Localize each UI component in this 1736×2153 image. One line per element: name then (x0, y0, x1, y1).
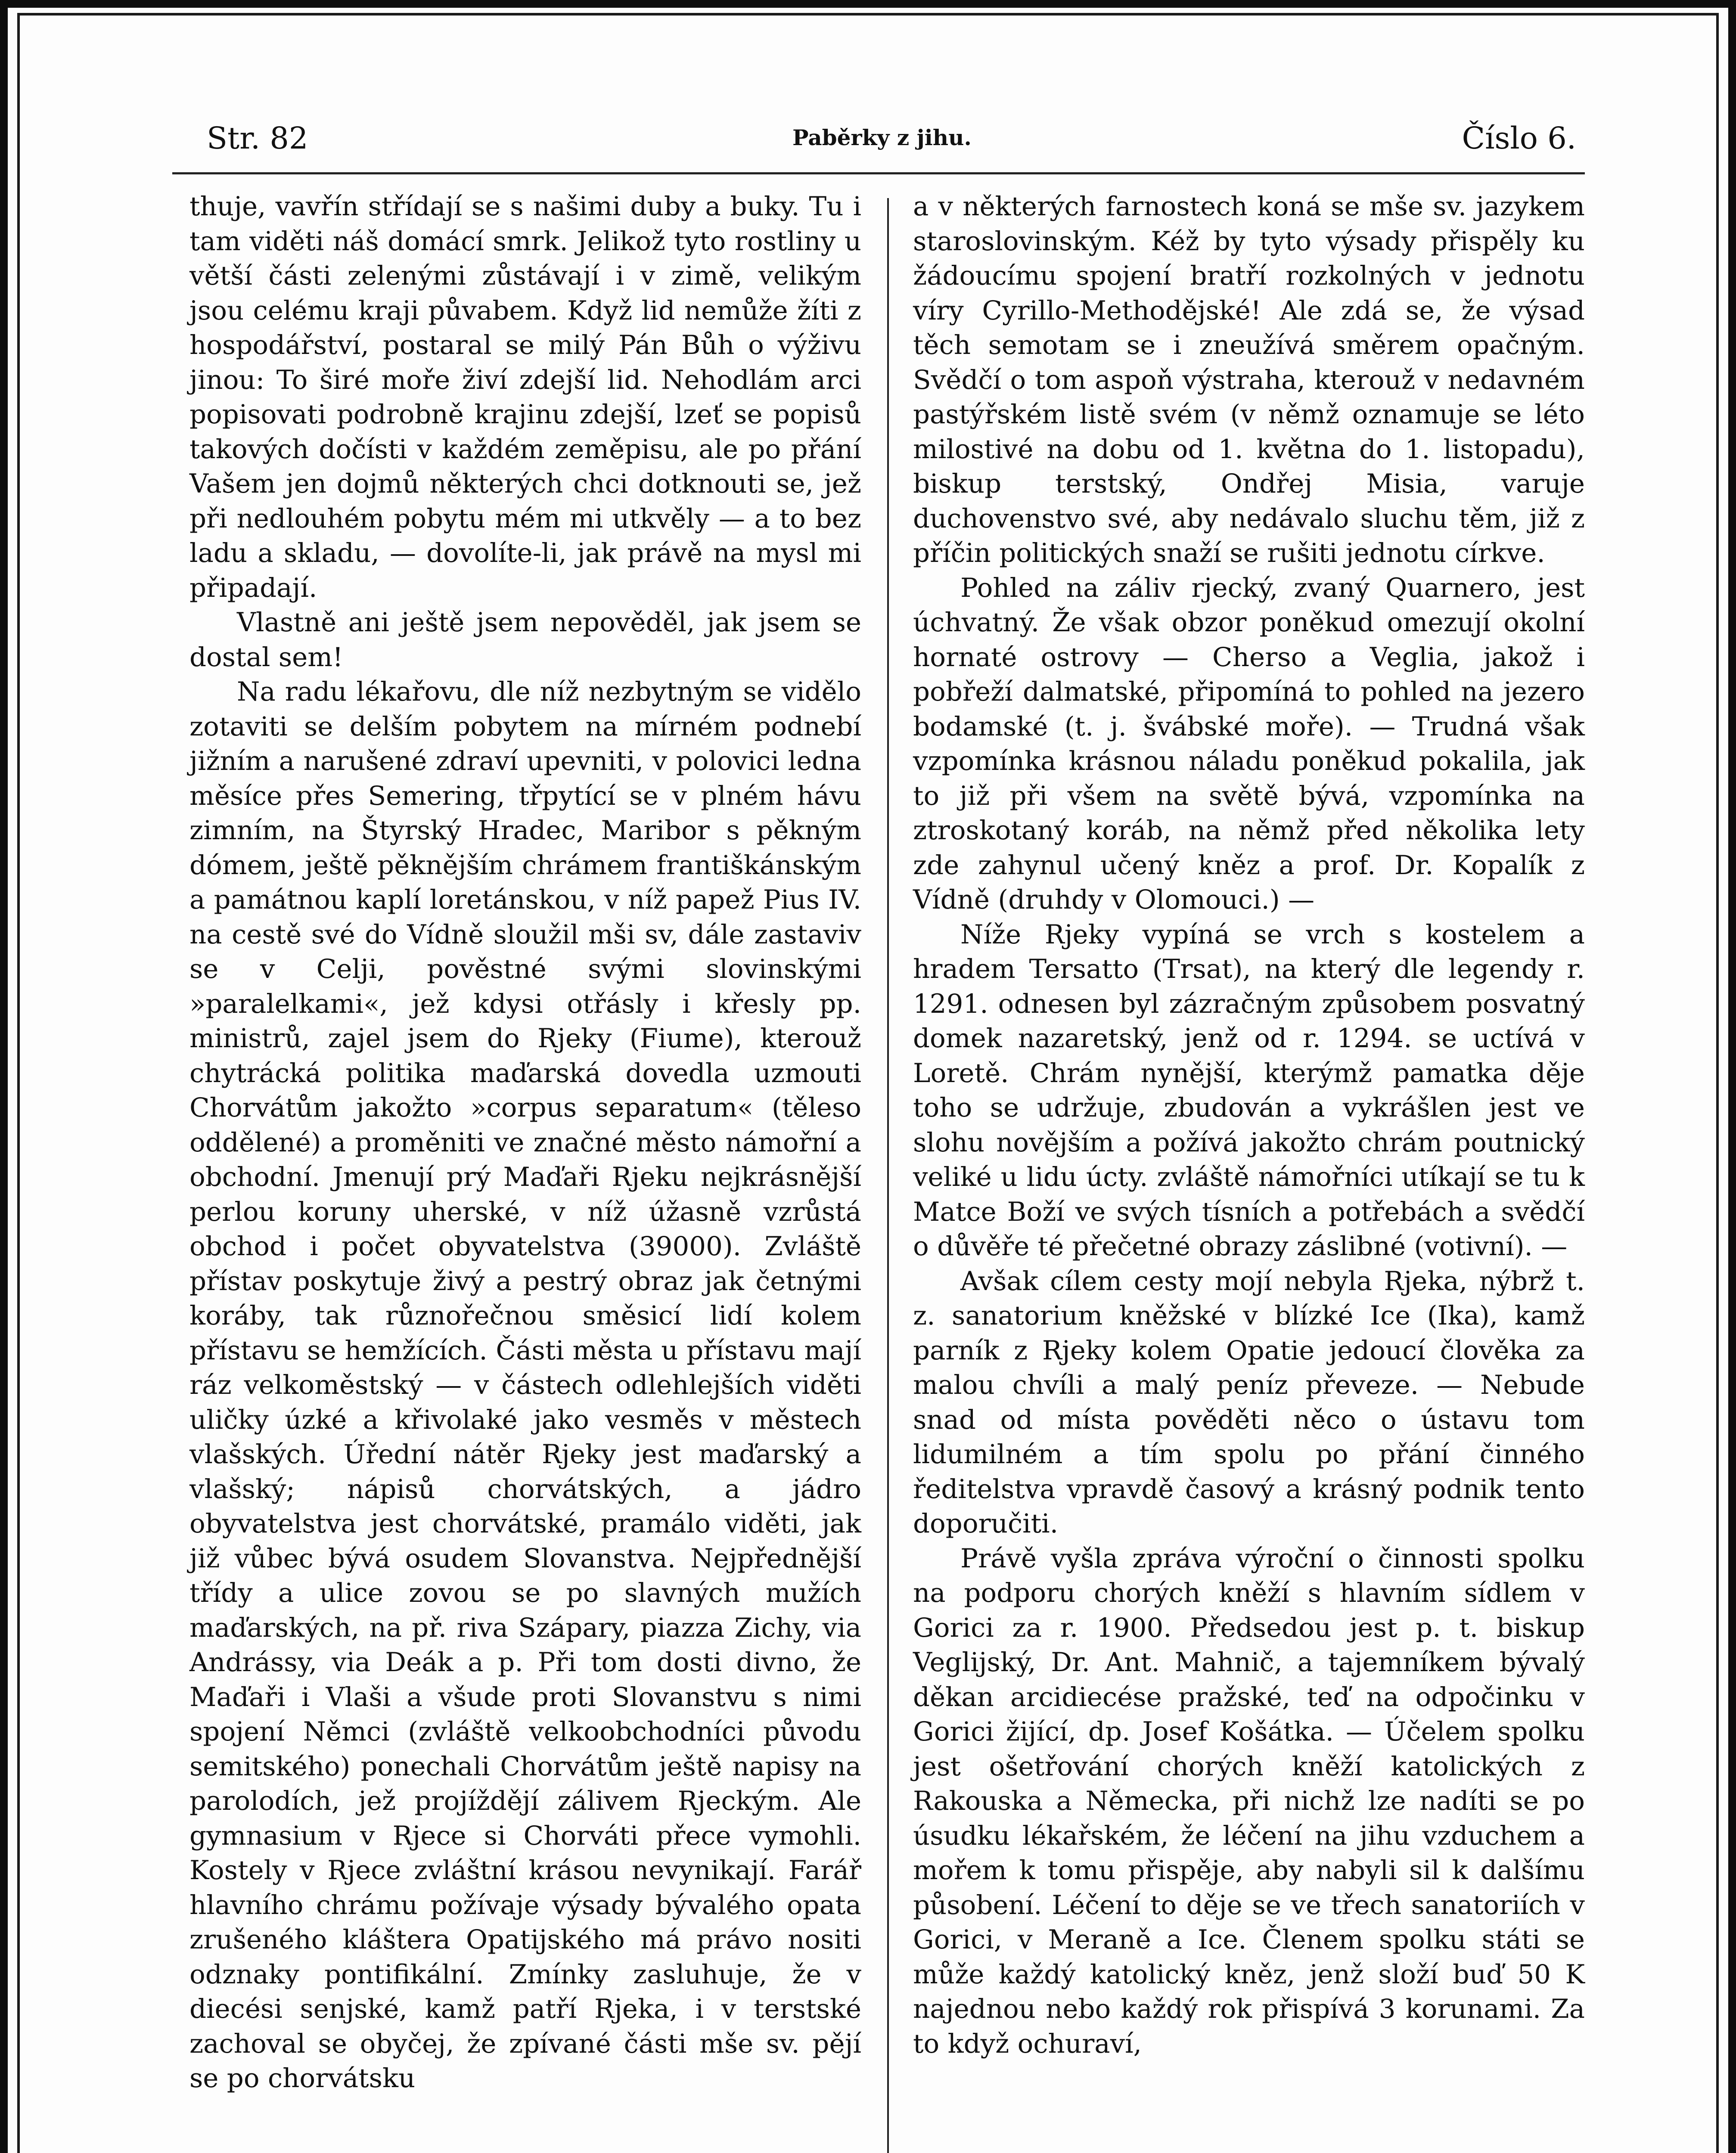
paragraph: Pohled na záliv rjecký, zvaný Quarnero, jest úchvatný. Že však obzor poněkud omezují okolní hornaté ostrovy — Cherso a Veglia, jakož i pobřeží dalmatské, připomíná to pohled na jezero bodamské (t. j. švábské moře). — Trudná však vzpomínka krásnou náladu poněkud pokalila, jak to již při všem na světě bývá, vzpomínka na ztroskotaný koráb, na němž před několika lety zde zahynul učený kněz a prof. Dr. Kopalík z Vídně (druhdy v Olomouci.) — (913, 572, 1585, 915)
paragraph: Právě vyšla zpráva výroční o činnosti spolku na podporu chorých kněží s hlavním sídlem v Gorici za r. 1900. Předsedou jest p. t. biskup Veglijský, Dr. Ant. Mahnič, a tajemníkem bývalý děkan arcidiecése pražské, teď na odpočinku v Gorici žijící, dp. Josef Košátka. — Účelem spolku jest ošetřování chorých kněží katolických z Rakouska a Německa, při nichž lze nadíti se po úsudku lékařském, že léčení na jihu vzduchem a mořem k tomu přispěje, aby nabyli sil k dalšímu působení. Léčení to děje se ve třech sanatoriích v Gorici, v Meraně a Ice. Členem spolku státi se může každý katolický kněz, jenž složí buď 50 K najednou nebo každý rok přispívá 3 korunami. Za to když ochuraví, (913, 1543, 1585, 2059)
paragraph: Na radu lékařovu, dle níž nezbytným se vidělo zotaviti se delším pobytem na mírném podnebí jižním a narušené zdraví upevniti, v polovici ledna měsíce přes Semering, třpytící se v plném hávu zimním, na Štyrský Hradec, Maribor s pěkným dómem, ještě pěknějším chrámem františkánským a památnou kaplí loretánskou, v níž papež Pius IV. na cestě své do Vídně sloužil mši sv, dále zastaviv se v Celji, pověstné svými slovinskými »paralelkami«, jež kdysi otřásly i křesly pp. ministrů, zajel jsem do Rjeky (Fiume), kterouž chytrácká politika maďarská dovedla uzmouti Chorvátům jakožto »corpus separatum« (těleso oddělené) a proměniti ve značné město námořní a obchodní. Jmenují prý Maďaři Rjeku nejkrásnější perlou koruny uherské, v níž úžasně vzrůstá obchod i počet obyvatelstva (39000). Zvláště přístav poskytuje živý a pestrý obraz jak četnými koráby, tak různořečnou směsicí lidí kolem přístavu se hemžících. Části města u přístavu mají ráz velkoměstský — v částech odlehlejších viděti uličky úzké a křivolaké jako vesměs v městech vlašských. Úřední nátěr Rjeky jest maďarský a vlašský; nápisů chorvátských, a jádro obyvatelstva jest chorvátské, pramálo viděti, jak již vůbec bývá osudem Slovanstva. Nejpřednější třídy a ulice zovou se po slavných mužích maďarských, na př. riva Szápary, piazza Zichy, via Andrássy, via Deák a p. Při tom dosti divno, že Maďaři i Vlaši a všude proti Slovanstvu s nimi spojení Němci (zvláště velkoobchodníci původu semitského) ponechali Chorvátům ještě napisy na parolodích, jež projíždějí zálivem Rjeckým. Ale gymnasium v Rjece si Chorváti přece vymohli. Kostely v Rjece zvláštní krásou nevynikají. Farář hlavního chrámu požívaje výsady bývalého opata zrušeného kláštera Opatijského má právo nositi odznaky pontifikální. Zmínky zasluhuje, že v diecési senjské, kamž patří Rjeka, i v terstské zachoval se obyčej, že zpívané části mše sv. pějí se po chorvátsku (189, 676, 861, 2094)
left-column (189, 189, 861, 2096)
paragraph: Vlastně ani ještě jsem nepověděl, jak jsem se dostal sem! (189, 607, 861, 673)
journal-title: Paběrky z jihu. (792, 125, 972, 150)
column-divider (887, 198, 889, 2153)
issue-number: Číslo 6. (1462, 121, 1576, 156)
page-number: Str. 82 (207, 121, 308, 156)
right-column (913, 189, 1585, 2061)
paragraph: Avšak cílem cesty mojí nebyla Rjeka, nýbrž t. z. sanatorium kněžské v blízké Ice (Ika), kamž parník z Rjeky kolem Opatie jedoucí člověka za malou chvíli a malý peníz převeze. — Nebude snad od místa pověděti něco o ústavu tom lidumilném a tím spolu po přání činného ředitelstva vpravdě časový a krásný podnik tento doporučiti. (913, 1266, 1585, 1539)
paragraph: Níže Rjeky vypíná se vrch s kostelem a hradem Tersatto (Trsat), na který dle legendy r. 1291. odnesen byl zázračným způsobem posvatný domek nazaretský, jenž od r. 1294. se uctívá v Loretě. Chrám nynější, kterýmž pamatka děje toho se udržuje, zbudován a vykrášlen jest ve slohu novějším a požívá jakožto chrám poutnický veliké u lidu úcty. zvláště námořníci utíkají se tu k Matce Boží ve svých tísních a potřebách a svědčí o důvěře té přečetné obrazy záslibné (votivní). — (913, 919, 1585, 1262)
paragraph: a v některých farnostech koná se mše sv. jazykem staroslovinským. Kéž by tyto výsady přispěly ku žádoucímu spojení bratří rozkolných v jednotu víry Cyrillo-Methodějské! Ale zdá se, že výsad těch semotam se i zneužívá směrem opačným. Svědčí o tom aspoň výstraha, kterouž v nedavném pastýřském listě svém (v němž oznamuje se léto milostivé na dobu od 1. května do 1. listopadu), biskup terstský, Ondřej Misia, varuje duchovenstvo své, aby nedávalo sluchu těm, již z příčin politických snaží se rušiti jednotu církve. (913, 191, 1585, 568)
page-header (207, 112, 1576, 168)
header-rule (172, 172, 1585, 174)
paragraph: thuje, vavřín střídají se s našimi duby a buky. Tu i tam viděti náš domácí smrk. Jelikož tyto rostliny u větší části zelenými zůstávají i v zimě, velikým jsou celému kraji půvabem. Když lid nemůže žíti z hospodářství, postaral se milý Pán Bůh o výživu jinou: To širé moře živí zdejší lid. Nehodlám arci popisovati podrobně krajinu zdejší, lzeť se popisů takových dočísti v každém zeměpisu, ale po přání Vašem jen dojmů některých chci dotknouti se, jež při nedlouhém pobytu mém mi utkvěly — a to bez ladu a skladu, — dovolíte-li, jak právě na mysl mi připadají. (189, 191, 861, 603)
